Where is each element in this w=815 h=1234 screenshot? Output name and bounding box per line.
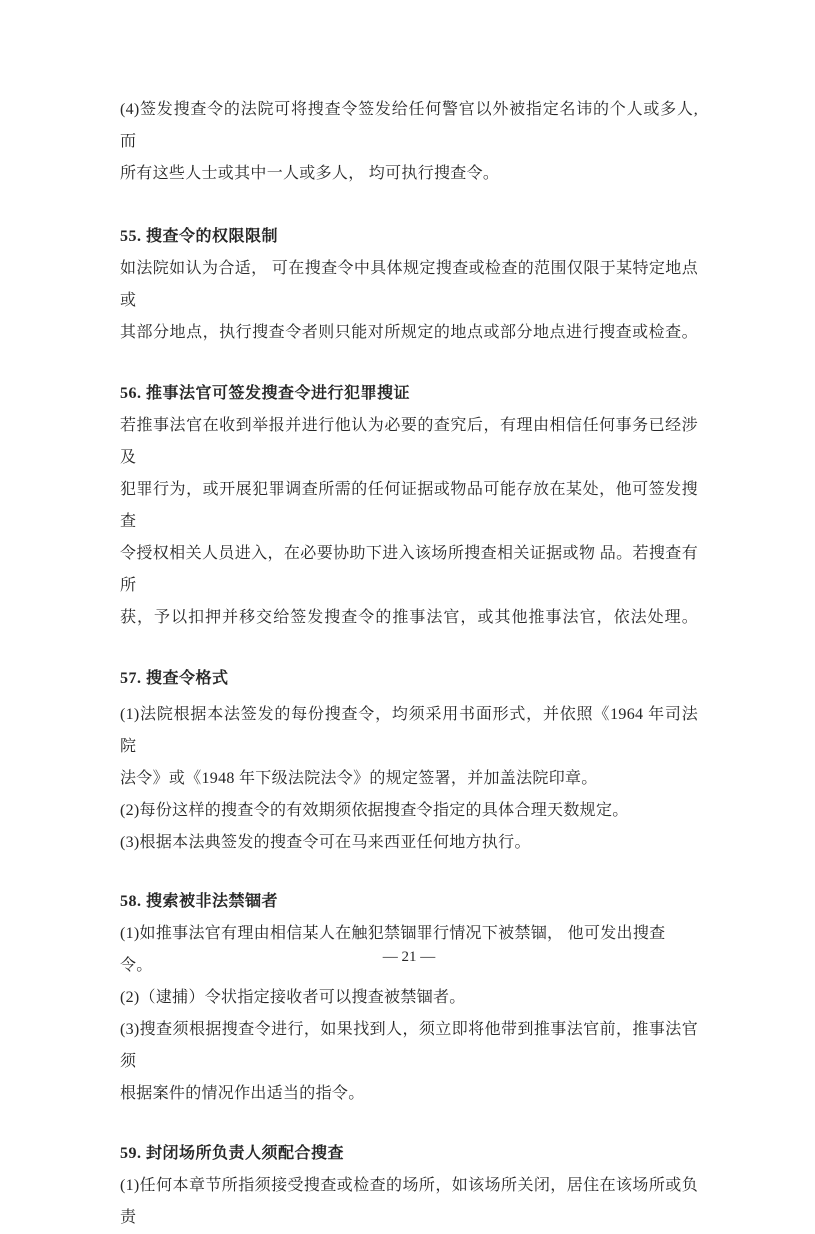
text-line: (4)签发搜查令的法院可将搜查令签发给任何警官以外被指定名讳的个人或多人,而 [120, 101, 698, 150]
text-line: (2)（逮捕）令状指定接收者可以搜查被禁锢者。 [120, 989, 466, 1006]
text-line: (1)任何本章节所指须接受搜查或检查的场所，如该场所关闭，居住在该场所或负责 [120, 1177, 698, 1226]
paragraph [120, 410, 698, 634]
paragraph-clause-3 [120, 1014, 698, 1110]
section-heading-56: 56. 推事法官可签发搜查令进行犯罪搜证 [120, 385, 411, 402]
text-line: 令授权相关人员进入，在必要协助下进入该场所搜查相关证据或物 品。若搜查有所 [120, 545, 698, 594]
section-heading-58: 58. 搜索被非法禁锢者 [120, 893, 279, 910]
paragraph-clause-4 [120, 94, 698, 190]
paragraph [120, 253, 698, 349]
text-line: 根据案件的情况作出适当的指令。 [120, 1085, 365, 1102]
text-line: 其部分地点，执行搜查令者则只能对所规定的地点或部分地点进行搜查或检查。 [120, 324, 698, 341]
paragraph-clause-1 [120, 699, 698, 795]
text-line: (3)搜查须根据搜查令进行，如果找到人，须立即将他带到推事法官前，推事法官须 [120, 1021, 698, 1070]
text-line: 若推事法官在收到举报并进行他认为必要的查究后，有理由相信任何事务已经涉及 [120, 417, 698, 466]
page-number: — 21 — [382, 949, 436, 965]
text-line: 如法院如认为合适， 可在搜查令中具体规定搜查或检查的范围仅限于某特定地点或 [120, 260, 698, 309]
text-line: 获，予以扣押并移交给签发搜查令的推事法官，或其他推事法官，依法处理。 [120, 609, 698, 626]
section-heading-59: 59. 封闭场所负责人须配合搜查 [120, 1145, 345, 1162]
page-content [120, 0, 698, 1234]
section-heading-57: 57. 搜查令格式 [120, 670, 229, 687]
text-line: 所有这些人士或其中一人或多人， 均可执行搜查令。 [120, 165, 500, 182]
section-heading-55: 55. 搜查令的权限限制 [120, 228, 279, 245]
paragraph-clause-1 [120, 1170, 698, 1234]
text-line: 犯罪行为，或开展犯罪调查所需的任何证据或物品可能存放在某处，他可签发搜查 [120, 481, 698, 530]
text-line: (3)根据本法典签发的搜查令可在马来西亚任何地方执行。 [120, 834, 531, 851]
text-line: (2)每份这样的搜查令的有效期须依据搜查令指定的具体合理天数规定。 [120, 802, 629, 819]
paragraph-clause-2 [120, 982, 698, 1014]
text-line: (1)如推事法官有理由相信某人在触犯禁锢罪行情况下被禁锢， 他可发出搜查令。 [120, 925, 666, 974]
text-line: (1)法院根据本法签发的每份搜查令，均须采用书面形式，并依照《1964 年司法院 [120, 706, 698, 755]
paragraph-clause-2 [120, 795, 698, 827]
paragraph-clause-3 [120, 827, 698, 859]
text-line: 法令》或《1948 年下级法院法令》的规定签署，并加盖法院印章。 [120, 770, 598, 787]
